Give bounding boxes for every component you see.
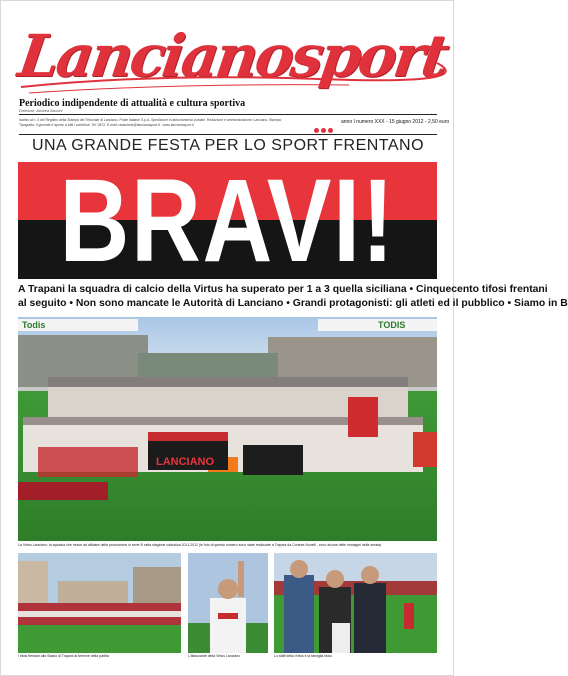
thumb-caption-player: L'attaccante della Virtus Lanciano bbox=[188, 654, 241, 658]
thumb-photo-player bbox=[188, 553, 268, 653]
masthead bbox=[14, 13, 451, 99]
logo: Lancianosport bbox=[14, 22, 451, 90]
headline-kicker: UNA GRANDE FESTA PER LO SPORT FRENTANO bbox=[31, 137, 425, 154]
tagline: Periodico indipendente di attualità e cultura sportiva bbox=[19, 98, 246, 109]
thumb-caption-fans: I tifosi frentani allo Stadio di Trapani al termine della partita bbox=[18, 654, 109, 658]
thumb-photo-fans bbox=[18, 553, 181, 653]
director-line: Direttore: Andrea Bucchi bbox=[19, 108, 63, 113]
main-photo-caption: La Virtus Lanciano: la squadra che riesce ad affidare della promozione in serie B nella stagione calcistica 2011-2012 (le foto di questo numero sono state realizzate a Trapani da Cortese Novelli - ecco alcune delle immagini della serata) bbox=[18, 543, 382, 547]
divider-rule bbox=[19, 134, 437, 135]
decorative-dots-icon bbox=[314, 120, 335, 138]
thumb-caption-family: Lo staff della Virtus e la famiglia Maio bbox=[274, 654, 332, 658]
main-photo bbox=[18, 317, 437, 541]
headline-title: BRAVI! bbox=[59, 155, 396, 287]
logo-swoosh-icon bbox=[19, 13, 439, 99]
banner-text: LANCIANO bbox=[156, 456, 215, 468]
headline-title-block bbox=[18, 155, 437, 287]
issue-info: anno I numero XXX - 15 giugno 2012 - 2,50 euro bbox=[341, 119, 450, 125]
thumb-photo-family bbox=[274, 553, 437, 653]
headline-subline-2: al seguito • Non sono mancate le Autorità di Lanciano • Grandi protagonisti: gli atleti ed il pubblico • Siamo in B bbox=[18, 298, 568, 309]
publication-fineprint: Iscritto al n. 4 del Registro della Stampa del Tribunale di Lanciano. Poste Italiane S.p.A. Spedizione in abbonamento postale. Redazione e amministrazione: Lanciano. Stampa: Tipografia. Il giornale è aperto a tutti i contributi. Tel. 0872. E-mail: redazione@lancianosport.it - www.lancianosport.it bbox=[19, 118, 282, 127]
lanciano-banner bbox=[148, 432, 228, 470]
sponsor-ad-right: TODIS bbox=[378, 320, 406, 330]
divider-rule bbox=[19, 114, 437, 115]
headline-subline-1: A Trapani la squadra di calcio della Virtus ha superato per 1 a 3 quella siciliana • Cinquecento tifosi frentani bbox=[18, 284, 548, 295]
sponsor-ad-left: Todis bbox=[22, 320, 46, 330]
